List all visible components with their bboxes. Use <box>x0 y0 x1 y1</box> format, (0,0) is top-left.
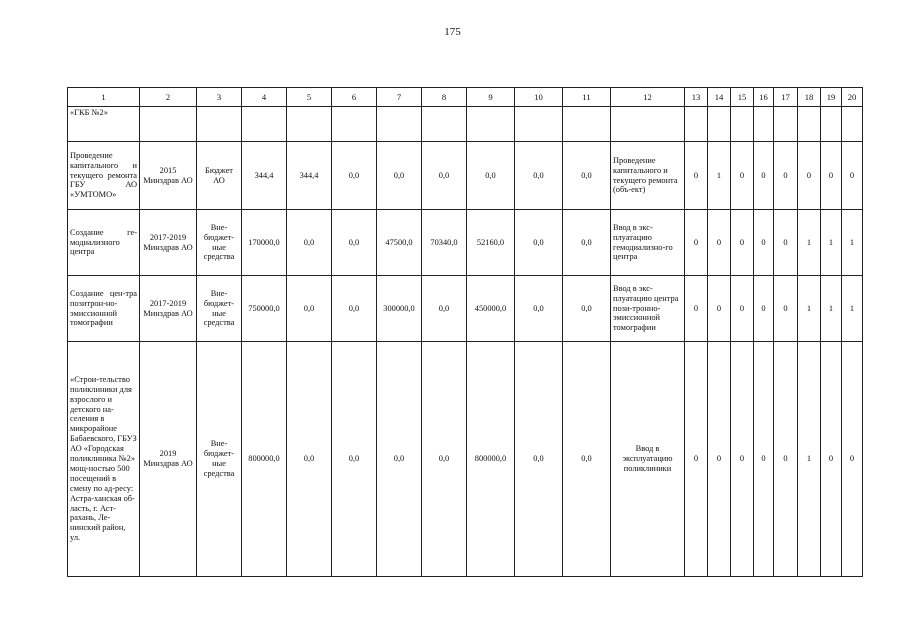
value-cell: 800000,0 <box>467 342 515 577</box>
table-row <box>68 210 863 276</box>
value-cell: 0,0 <box>563 342 611 577</box>
value-cell: 0,0 <box>332 210 377 276</box>
header-cell: 3 <box>197 88 242 107</box>
header-cell: 19 <box>821 88 842 107</box>
value-cell: 344,4 <box>242 142 287 210</box>
target-cell: 0 <box>821 342 842 577</box>
target-cell: 0 <box>754 210 774 276</box>
target-cell: 0 <box>754 342 774 577</box>
table-row <box>68 342 863 577</box>
value-cell: 0,0 <box>563 210 611 276</box>
header-cell: 6 <box>332 88 377 107</box>
indicator-cell: Ввод в экс-плуатацию центра пози-тронно-эмиссионной томографии <box>611 276 685 342</box>
target-cell: 1 <box>821 210 842 276</box>
continuation-cell: «ГКБ №2» <box>68 107 140 142</box>
header-cell: 5 <box>287 88 332 107</box>
header-cell: 12 <box>611 88 685 107</box>
table-row <box>68 276 863 342</box>
header-cell: 2 <box>140 88 197 107</box>
indicator-cell: Ввод в эксплуатацию поликлиники <box>611 342 685 577</box>
target-cell: 0 <box>708 342 731 577</box>
target-cell: 0 <box>754 276 774 342</box>
source-cell: Бюджет АО <box>197 142 242 210</box>
value-cell: 0,0 <box>515 276 563 342</box>
target-cell: 0 <box>708 210 731 276</box>
target-cell: 0 <box>708 276 731 342</box>
header-cell: 1 <box>68 88 140 107</box>
header-cell: 4 <box>242 88 287 107</box>
value-cell: 52160,0 <box>467 210 515 276</box>
target-cell: 0 <box>731 342 754 577</box>
table-row <box>68 142 863 210</box>
target-cell: 0 <box>731 210 754 276</box>
target-cell: 0 <box>774 342 798 577</box>
measure-name-cell: «Строи-тельство поликлиники для взрослого и детского на-селения в микрорайоне Бабаевского, ГБУЗ АО «Городская поликлиника №2» мощ-ностью 500 посещений в смену по ад-ресу: Астра-ханская об-ласть, г. Аст-рахань, Ле-нинский район, ул. <box>68 342 140 577</box>
value-cell: 0,0 <box>515 342 563 577</box>
measure-name-cell: Проведение капитального и текущего ремонта ГБУ АО «УМТОМО» <box>68 142 140 210</box>
value-cell: 750000,0 <box>242 276 287 342</box>
value-cell: 0,0 <box>332 142 377 210</box>
value-cell: 800000,0 <box>242 342 287 577</box>
target-cell: 1 <box>708 142 731 210</box>
target-cell: 0 <box>685 276 708 342</box>
value-cell: 0,0 <box>377 142 422 210</box>
measure-name-cell: Создание ге-модиализного центра <box>68 210 140 276</box>
value-cell: 70340,0 <box>422 210 467 276</box>
target-cell: 1 <box>798 210 821 276</box>
target-cell: 0 <box>821 142 842 210</box>
target-cell: 0 <box>754 142 774 210</box>
value-cell: 450000,0 <box>467 276 515 342</box>
header-cell: 17 <box>774 88 798 107</box>
target-cell: 1 <box>842 276 863 342</box>
value-cell: 0,0 <box>287 210 332 276</box>
target-cell: 0 <box>731 142 754 210</box>
value-cell: 0,0 <box>422 342 467 577</box>
target-cell: 1 <box>842 210 863 276</box>
target-cell: 0 <box>685 342 708 577</box>
header-cell: 8 <box>422 88 467 107</box>
value-cell: 170000,0 <box>242 210 287 276</box>
header-cell: 20 <box>842 88 863 107</box>
target-cell: 0 <box>774 142 798 210</box>
header-cell: 16 <box>754 88 774 107</box>
header-cell: 11 <box>563 88 611 107</box>
indicator-cell: Ввод в экс-плуатацию гемодиализно-го центра <box>611 210 685 276</box>
header-cell: 9 <box>467 88 515 107</box>
source-cell: Вне-бюджет-ные средства <box>197 210 242 276</box>
target-cell: 0 <box>685 210 708 276</box>
source-cell: Вне-бюджет-ные средства <box>197 342 242 577</box>
header-cell: 14 <box>708 88 731 107</box>
value-cell: 0,0 <box>287 276 332 342</box>
table-row-continuation <box>68 107 863 142</box>
header-cell: 13 <box>685 88 708 107</box>
value-cell: 0,0 <box>515 210 563 276</box>
measure-name-cell: Создание цен-тра позитрон-но-эмиссионной томографии <box>68 276 140 342</box>
table-header-row <box>68 88 863 107</box>
value-cell: 0,0 <box>422 142 467 210</box>
period-cell: 2017-2019 Минздрав АО <box>140 210 197 276</box>
source-cell: Вне-бюджет-ные средства <box>197 276 242 342</box>
target-cell: 1 <box>798 342 821 577</box>
header-cell: 18 <box>798 88 821 107</box>
value-cell: 0,0 <box>422 276 467 342</box>
value-cell: 0,0 <box>563 276 611 342</box>
page-number: 175 <box>444 26 461 38</box>
target-cell: 0 <box>774 276 798 342</box>
period-cell: 2015 Минздрав АО <box>140 142 197 210</box>
target-cell: 0 <box>798 142 821 210</box>
header-cell: 10 <box>515 88 563 107</box>
value-cell: 300000,0 <box>377 276 422 342</box>
value-cell: 0,0 <box>563 142 611 210</box>
target-cell: 1 <box>821 276 842 342</box>
target-cell: 0 <box>685 142 708 210</box>
target-cell: 0 <box>731 276 754 342</box>
indicator-cell: Проведение капитального и текущего ремонта (объ-ект) <box>611 142 685 210</box>
target-cell: 1 <box>798 276 821 342</box>
value-cell: 47500,0 <box>377 210 422 276</box>
period-cell: 2017-2019 Минздрав АО <box>140 276 197 342</box>
header-cell: 7 <box>377 88 422 107</box>
target-cell: 0 <box>842 342 863 577</box>
target-cell: 0 <box>842 142 863 210</box>
target-cell: 0 <box>774 210 798 276</box>
value-cell: 0,0 <box>467 142 515 210</box>
period-cell: 2019 Минздрав АО <box>140 342 197 577</box>
value-cell: 0,0 <box>377 342 422 577</box>
header-cell: 15 <box>731 88 754 107</box>
value-cell: 344,4 <box>287 142 332 210</box>
value-cell: 0,0 <box>332 342 377 577</box>
value-cell: 0,0 <box>332 276 377 342</box>
program-table <box>67 87 863 577</box>
value-cell: 0,0 <box>287 342 332 577</box>
value-cell: 0,0 <box>515 142 563 210</box>
